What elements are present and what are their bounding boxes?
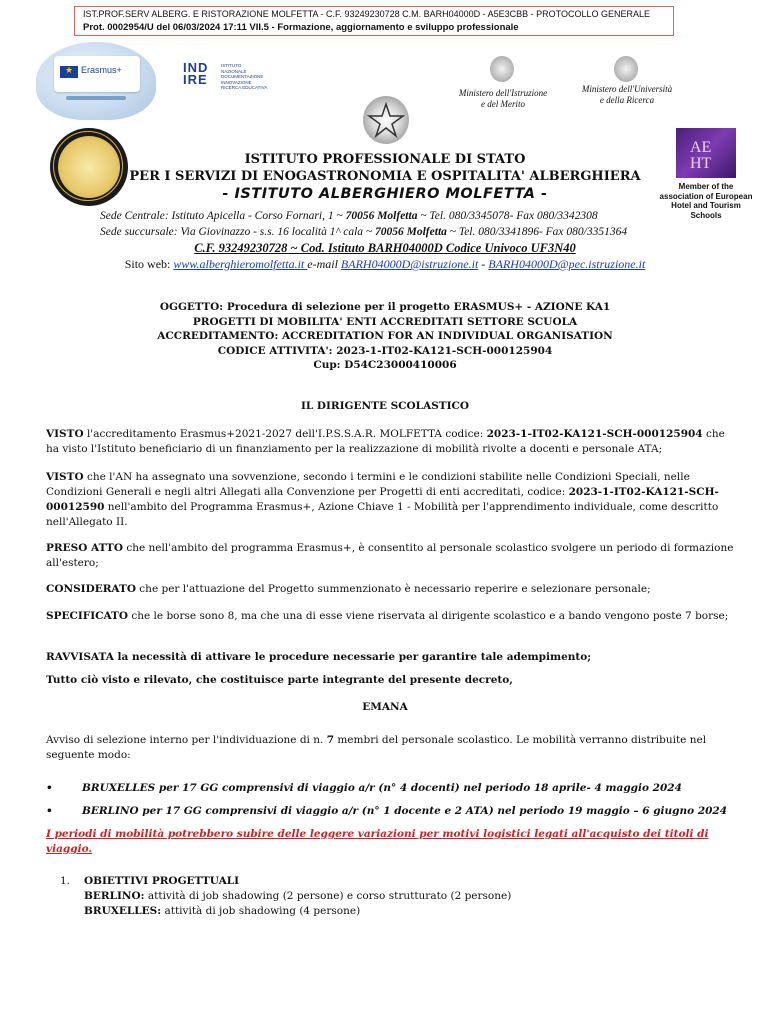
sede-centrale-text: Sede Centrale: Istituto Apicella - Corso Fornari, 1 ~ (100, 210, 346, 222)
ministero-istruzione-logo: Ministero dell'Istruzione e del Merito (458, 88, 548, 109)
dirigente-heading: IL DIRIGENTE SCOLASTICO (300, 400, 470, 412)
visto-text: nell'ambito del Programma Erasmus+, Azione Chiave 1 - Mobilità per l'apprendimento individuale, come descritto nell'Allegato II. (46, 501, 719, 528)
avviso-paragraph (46, 733, 736, 763)
visto-text: l'accreditamento Erasmus+2021-2027 dell'I.P.S.S.A.R. MOLFETTA codice: (83, 428, 487, 440)
visto-text: che ha visto l'Istituto beneficiario di un finanziamento per la realizzazione di mobilità rivolte a docenti e personale ATA; (46, 428, 725, 455)
visto-keyword: VISTO (46, 471, 84, 483)
indire-logo (183, 62, 273, 92)
emana-heading: EMANA (362, 701, 408, 713)
considerato-keyword: CONSIDERATO (46, 583, 136, 595)
tutto-paragraph: Tutto ciò visto e rilevato, che costituisce parte integrante del presente decreto, (46, 674, 513, 686)
indire-wordmark: IND IRE (183, 60, 209, 87)
sede-centrale (100, 210, 680, 222)
bullet-icon: • (46, 805, 53, 817)
visto-paragraph-2 (46, 470, 736, 530)
oggetto-line: ACCREDITAMENTO: ACCREDITATION FOR AN INDIVIDUAL ORGANISATION (157, 330, 613, 342)
oggetto-line: CODICE ATTIVITA': 2023-1-IT02-KA121-SCH-000125904 (217, 344, 553, 357)
berlino-line (84, 889, 724, 904)
avviso-text: Avviso di selezione interno per l'individuazione di n. (46, 734, 327, 746)
specificato-keyword: SPECIFICATO (46, 610, 129, 622)
sede-centrale-city: 70056 Molfetta (345, 210, 418, 222)
erasmus-label: Erasmus+ (81, 65, 122, 75)
bruxelles-text: attività di job shadowing (4 persone) (161, 905, 361, 917)
specificato-text: che le borse sono 8, ma che una di esse viene riservata al dirigente scolastico e a bando vengono poste 7 borse; (128, 610, 729, 622)
separator: - (478, 257, 489, 271)
stamp-line-1: IST.PROF.SERV ALBERG. E RISTORAZIONE MOLFETTA - C.F. 93249230728 C.M. BARH04000D - A5E3CBB - PROTOCOLLO GENERALE (83, 9, 651, 19)
project-code: 2023-1-IT02-KA121-SCH-00012590 (46, 486, 719, 513)
preso-atto-paragraph (46, 541, 736, 571)
mail-label: e-mail (307, 257, 341, 271)
bullet-icon: • (46, 782, 53, 794)
considerato-text: che per l'attuazione del Progetto summenzionato è necessario reperire e selezionare personale; (135, 583, 651, 595)
ministero-universita-logo: Ministero dell'Università e della Ricerca (581, 84, 673, 105)
school-title: ISTITUTO PROFESSIONALE DI STATO (244, 152, 526, 167)
italian-emblem-icon (490, 56, 514, 82)
visto-text: che l'AN ha assegnato una sovvenzione, secondo i termini e le condizioni stabilite nelle Condizioni Speciali, nelle Condizioni Generali e negli altri Allegati alla Convenzione per Progetti di enti accreditati, codice: (46, 471, 690, 498)
visto-keyword: VISTO (46, 428, 84, 440)
email-link[interactable]: BARH04000D@istruzione.it (340, 257, 479, 271)
italian-emblem-icon (614, 56, 638, 82)
bruxelles-keyword: BRUXELLES: (84, 905, 162, 917)
protocol-stamp (74, 6, 674, 36)
sede-centrale-phone: ~ Tel. 080/3345078- Fax 080/3342308 (417, 210, 598, 222)
pec-link[interactable]: BARH04000D@pec.istruzione.it (488, 257, 646, 271)
oggetto-line: OGGETTO: Procedura di selezione per il progetto ERASMUS+ - AZIONE KA1 (159, 301, 611, 313)
considerato-paragraph (46, 582, 736, 597)
bullet-text: BRUXELLES per 17 GG comprensivi di viaggio a/r (n° 4 docenti) nel periodo 18 aprile- 4 maggio 2024 (82, 782, 682, 794)
eu-flag-icon: ★ (60, 66, 78, 78)
preso-text: che nell'ambito del programma Erasmus+, è consentito al personale scolastico svolgere un periodo di formazione all'estero; (46, 542, 734, 569)
school-name: - ISTITUTO ALBERGHIERO MOLFETTA - (222, 186, 548, 202)
section-number: 1. (60, 875, 71, 887)
indire-subtitle: ISTITUTO NAZIONALE DOCUMENTAZIONE INNOVAZIONE RICERCA EDUCATIVA (221, 63, 268, 90)
visto-paragraph-1 (46, 427, 736, 457)
codice-fiscale: C.F. 93249230728 ~ Cod. Istituto BARH04000D Codice Univoco UF3N40 (194, 241, 576, 255)
republic-emblem-icon (363, 96, 409, 144)
preso-keyword: PRESO ATTO (46, 542, 123, 554)
sede-succ-phone: ~ Tel. 080/3341896- Fax 080/3351364 (446, 226, 628, 238)
member-count: 7 (326, 734, 335, 746)
berlino-text: attività di job shadowing (2 persone) e corso strutturato (2 persone) (144, 890, 512, 902)
avviso-text: membri del personale scolastico. Le mobilità verranno distribuite nel seguente modo: (46, 734, 707, 761)
sede-succursale (100, 226, 700, 238)
contacts-line (0, 257, 770, 272)
sede-succ-city: 70056 Molfetta (375, 226, 447, 238)
website-link[interactable]: www.alberghieromolfetta.it (173, 257, 308, 271)
ravvisata-paragraph: RAVVISATA la necessità di attivare le procedure necessarie per garantire tale adempimento; (46, 651, 592, 663)
specificato-paragraph (46, 609, 736, 624)
web-label: Sito web: (124, 257, 174, 271)
aeht-member-text: Member of the association of European Hotel and Tourism Schools (659, 182, 753, 220)
aeht-logo: AE HT (676, 128, 736, 178)
obiettivi-title: OBIETTIVI PROGETTUALI (84, 875, 240, 887)
project-code: 2023-1-IT02-KA121-SCH-000125904 (486, 428, 703, 440)
stamp-line-2: Prot. 0002954/U del 06/03/2024 17:11 VII.5 - Formazione, aggiornamento e sviluppo professionale (83, 22, 519, 33)
mobility-note: I periodi di mobilità potrebbero subire delle leggere variazioni per motivi logistici legati all'acquisto dei titoli di viaggio. (46, 828, 709, 855)
berlino-keyword: BERLINO: (84, 890, 145, 902)
school-subtitle: PER I SERVIZI DI ENOGASTRONOMIA E OSPITALITA' ALBERGHIERA (129, 169, 641, 184)
bruxelles-line (84, 904, 724, 919)
erasmus-logo (36, 42, 156, 120)
sede-succ-text: Sede succursale: Via Giovinazzo - s.s. 16 località 1^ cala ~ (100, 226, 376, 238)
bullet-text: BERLINO per 17 GG comprensivi di viaggio a/r (n° 1 docente e 2 ATA) nel periodo 19 maggio – 6 giugno 2024 (82, 805, 728, 817)
oggetto-line: PROGETTI DI MOBILITA' ENTI ACCREDITATI SETTORE SCUOLA (192, 315, 578, 328)
oggetto-line: Cup: D54C23000410006 (313, 359, 457, 371)
oggetto-block (0, 300, 770, 373)
